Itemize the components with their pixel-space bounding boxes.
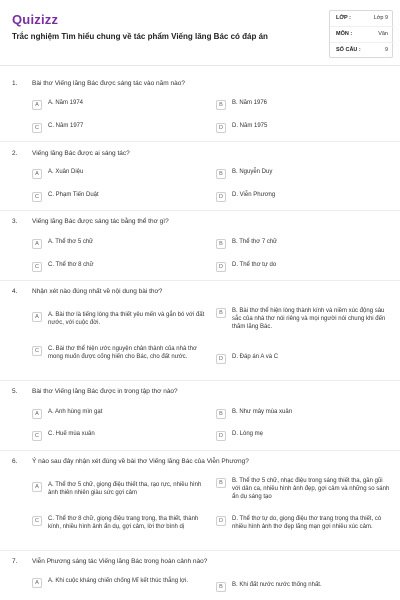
option-b[interactable] (216, 169, 390, 185)
divider (0, 380, 400, 381)
option-letter-badge: B (216, 409, 226, 419)
question-text: Ý nào sau đây nhận xét đúng về bài thơ Viếng lăng Bác của Viễn Phương? (32, 458, 249, 465)
meta-value-class: Lớp 9 (373, 15, 388, 21)
option-letter-badge: C (32, 262, 42, 272)
quizizz-logo[interactable]: Quizizz (12, 12, 59, 27)
option-text: A. Xuân Diệu (48, 169, 84, 175)
option-b[interactable] (216, 582, 390, 598)
option-d[interactable] (216, 431, 390, 447)
option-text: A. Bài thơ là tiếng lòng tha thiết yêu mến và gắn bó với đất nước, với cuộc đời. (48, 312, 205, 326)
option-text: D. Lòng mẹ (232, 431, 264, 437)
question-head (12, 458, 390, 468)
option-letter-badge: A (32, 578, 42, 588)
question-text: Viễn Phương sáng tác Viếng lăng Bác trong hoàn cảnh nào? (32, 558, 208, 565)
option-letter-badge: D (216, 354, 226, 364)
option-c[interactable] (32, 123, 210, 139)
option-d[interactable] (216, 354, 390, 370)
question-text: Viếng lăng Bác được sáng tác bằng thể thơ gì? (32, 218, 169, 225)
option-letter-badge: A (32, 409, 42, 419)
question-number: 2. (12, 150, 18, 157)
option-letter-badge: B (216, 169, 226, 179)
option-letter-badge: D (216, 192, 226, 202)
option-text: B. Khi đất nước nước thống nhất. (232, 582, 322, 588)
page-title: Trắc nghiệm Tìm hiểu chung về tác phẩm Viếng lăng Bác có đáp án (12, 32, 268, 41)
option-text: B. Năm 1976 (232, 100, 268, 106)
option-text: D. Thể thơ tự do (232, 262, 277, 268)
option-letter-badge: D (216, 123, 226, 133)
option-c[interactable] (32, 262, 210, 278)
option-a[interactable] (32, 482, 210, 506)
option-text: C. Thể thơ 8 chữ, giọng điệu trang trọng, tha thiết, thành kính, nhiều hình ảnh ẩn dụ, gợi cảm, lời thơ bình dị (48, 516, 199, 530)
option-a[interactable] (32, 578, 210, 600)
option-text: C. Bài thơ thể hiện ước nguyện chân thành của nhà thơ mong muốn được cống hiến cho Bác, cho đất nước. (48, 346, 197, 360)
option-text: A. Thể thơ 5 chữ, giọng điệu thiết tha, rạo rực, nhiều hình ảnh thiên nhiên giàu sức gợi cảm (48, 482, 202, 496)
option-letter-badge: C (32, 192, 42, 202)
option-text: C. Thể thơ 8 chữ (48, 262, 94, 268)
option-a[interactable] (32, 100, 210, 116)
meta-row-subject (330, 27, 394, 43)
option-letter-badge: C (32, 123, 42, 133)
divider (0, 210, 400, 211)
option-text: B. Bài thơ thể hiện lòng thành kính và niềm xúc động sâu sắc của nhà thơ nói riêng và mọi người nói chung khi đến thăm lăng Bác. (232, 308, 386, 330)
option-d[interactable] (216, 123, 390, 139)
header (0, 0, 400, 66)
question-text: Bài thơ Viếng lăng Bác được sáng tác vào năm nào? (32, 80, 185, 87)
question-head (12, 80, 390, 90)
question-head (12, 288, 390, 298)
question-head (12, 218, 390, 228)
question-text: Bài thơ Viếng lăng Bác được in trong tập thơ nào? (32, 388, 178, 395)
option-letter-badge: A (32, 312, 42, 322)
question-head (12, 150, 390, 160)
option-letter-badge: C (32, 516, 42, 526)
option-text: D. Năm 1975 (232, 123, 268, 129)
option-d[interactable] (216, 516, 390, 548)
option-c[interactable] (32, 516, 210, 548)
option-text: C. Phạm Tiến Duật (48, 192, 99, 198)
option-letter-badge: A (32, 239, 42, 249)
option-d[interactable] (216, 192, 390, 208)
option-letter-badge: B (216, 582, 226, 592)
divider (0, 280, 400, 281)
option-text: C. Năm 1977 (48, 123, 84, 129)
option-c[interactable] (32, 346, 210, 376)
meta-value-count: 9 (384, 47, 388, 53)
option-b[interactable] (216, 100, 390, 116)
option-text: A. Anh hùng mìn gạt (48, 409, 103, 415)
meta-label-class: LỚP : (336, 15, 351, 21)
divider (0, 550, 400, 551)
question-number: 1. (12, 80, 18, 87)
option-c[interactable] (32, 431, 210, 447)
option-letter-badge: C (32, 431, 42, 441)
question-text: Nhận xét nào đúng nhất về nội dung bài thơ? (32, 288, 163, 295)
option-c[interactable] (32, 192, 210, 208)
option-text: A. Thể thơ 5 chữ (48, 239, 94, 245)
option-text: A. Năm 1974 (48, 100, 84, 106)
option-a[interactable] (32, 312, 210, 336)
meta-row-count (330, 43, 394, 59)
option-text: B. Như mây mùa xuân (232, 409, 293, 415)
option-b[interactable] (216, 409, 390, 425)
option-b[interactable] (216, 239, 390, 255)
question-head (12, 388, 390, 398)
question-number: 6. (12, 458, 18, 465)
meta-label-subject: MÔN : (336, 31, 353, 37)
meta-row-class (330, 11, 394, 27)
option-letter-badge: B (216, 239, 226, 249)
option-text: B. Thể thơ 5 chữ, nhạc điệu trong sáng thiết tha, gần gũi với dân ca, nhiều hình ảnh đẹp, gợi cảm và những so sánh ẩn dụ sáng tạo (232, 478, 390, 500)
option-letter-badge: C (32, 346, 42, 356)
option-letter-badge: D (216, 262, 226, 272)
option-letter-badge: B (216, 308, 226, 318)
option-letter-badge: A (32, 482, 42, 492)
divider (0, 141, 400, 142)
option-text: A. Khi cuộc kháng chiến chống Mĩ kết thúc thắng lợi. (48, 578, 189, 584)
option-text: B. Thể thơ 7 chữ (232, 239, 278, 245)
option-letter-badge: D (216, 516, 226, 526)
option-a[interactable] (32, 409, 210, 425)
option-text: C. Huế mùa xuân (48, 431, 95, 437)
option-b[interactable] (216, 478, 390, 510)
question-number: 5. (12, 388, 18, 395)
option-text: D. Thể thơ tự do, giọng điệu thơ trang trọng tha thiết, có nhiều hình ảnh thơ đẹp lãng mạn gợi nhiều xúc cảm. (232, 516, 382, 530)
option-letter-badge: B (216, 478, 226, 488)
meta-label-count: SỐ CÂU : (336, 47, 361, 53)
option-text: D. Đáp án A và C (232, 354, 279, 360)
divider (0, 450, 400, 451)
option-letter-badge: A (32, 169, 42, 179)
meta-box (329, 10, 393, 58)
option-text: D. Viễn Phương (232, 192, 276, 198)
option-a[interactable] (32, 239, 210, 255)
option-letter-badge: D (216, 431, 226, 441)
option-a[interactable] (32, 169, 210, 185)
question-number: 7. (12, 558, 18, 565)
question-head (12, 558, 390, 568)
option-b[interactable] (216, 308, 390, 338)
question-text: Viếng lăng Bác được ai sáng tác? (32, 150, 130, 157)
question-number: 3. (12, 218, 18, 225)
option-text: B. Nguyễn Duy (232, 169, 273, 175)
option-letter-badge: A (32, 100, 42, 110)
meta-value-subject: Văn (378, 31, 388, 37)
option-d[interactable] (216, 262, 390, 278)
question-number: 4. (12, 288, 18, 295)
option-letter-badge: B (216, 100, 226, 110)
